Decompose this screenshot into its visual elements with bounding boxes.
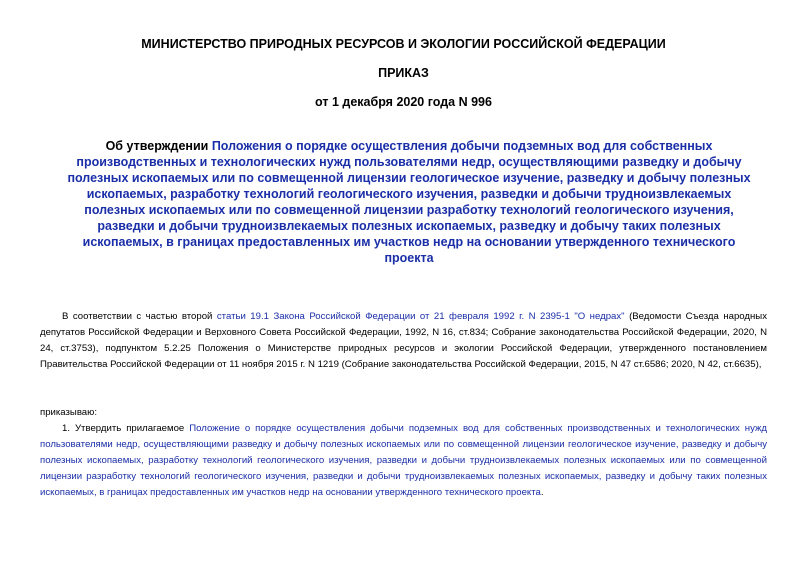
regulation-title-link[interactable]: Положения о порядке осуществления добычи подземных вод для собственных производственных и технологических нужд пользователями недр, осуществляющими разведку и добычу полезных ископаемых или по совмещенной лицензии геологическое изучение, разведку и добычу полезных ископаемых, разработку технологий геологического изучения, разведки и добычи трудноизвлекаемых полезных ископаемых или по совмещенной лицензии разработку технологий геологического изучения, разведки и добычи трудноизвлекаемых полезных ископаемых, разведку и добычу таких полезных ископаемых, в границах предоставленных им участков недр на основании утвержденного технического проекта [67,139,751,265]
order-word: приказываю: [40,407,98,418]
item-1-paragraph [40,421,767,501]
preamble-rest: (Ведомости Съезда народных депутатов Российской Федерации и Верховного Совета Российской Федерации, 1992, N 16, ст.834; Собрание законодательства Российской Федерации, 2020, N 24, ст.3753), подпунктом 5.2.25 Положения о Министерстве природных ресурсов и экологии Российской Федерации, утвержденного постановлением Правительства Российской Федерации от 11 ноября 2015 г. N 1219 (Собрание законодательства Российской Федерации, 2015, N 47 ст.6586; 2020, N 42, ст.6635), [40,311,767,370]
ministry-heading: МИНИСТЕРСТВО ПРИРОДНЫХ РЕСУРСОВ И ЭКОЛОГИИ РОССИЙСКОЙ ФЕДЕРАЦИИ [141,37,666,51]
regulation-link[interactable]: Положение о порядке осуществления добычи подземных вод для собственных производственных и технологических нужд пользователями недр, осуществляющими разведку и добычу полезных ископаемых или по совмещенной лицензии геологическое изучение, разведку и добычу полезных ископаемых, разработку технологий геологического изучения, разведки и добычи трудноизвлекаемых полезных ископаемых или по совмещенной лицензии разработку технологий геологического изучения, разведки и добычи трудноизвлекаемых полезных ископаемых, разведку и добычу таких полезных ископаемых, в границах предоставленных им участков недр на основании утвержденного технического проекта [40,423,767,498]
preamble-paragraph [40,309,767,373]
item-1-end: . [540,487,544,498]
preamble-intro: В соответствии с частью второй [62,311,217,322]
law-article-link[interactable]: статьи 19.1 Закона Российской Федерации от 21 февраля 1992 г. N 2395-1 "О недрах" [216,311,625,322]
document-type: ПРИКАЗ [378,66,429,80]
title-prefix: Об утверждении [105,139,212,153]
item-1-intro: 1. Утвердить прилагаемое [62,423,190,434]
document-title [58,138,760,266]
document-date-number: от 1 декабря 2020 года N 996 [315,95,492,109]
